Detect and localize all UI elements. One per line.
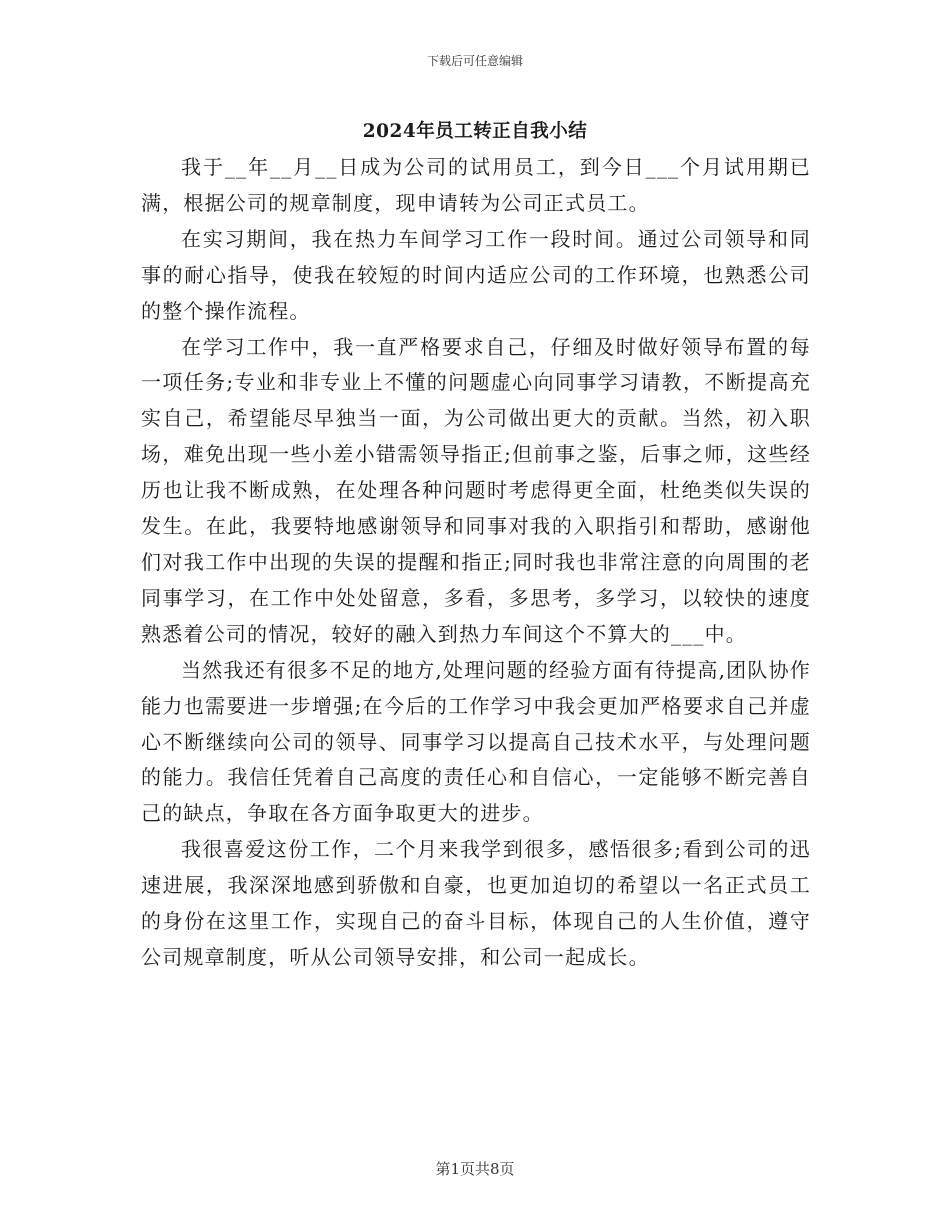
paragraph-5: 我很喜爱这份工作，二个月来我学到很多，感悟很多;看到公司的迅速进展，我深深地感到骄傲和自豪，也更加迫切的希望以一名正式员工的身份在这里工作，实现自己的奋斗目标，体现自己的人生价值，遵守公司规章制度，听从公司领导安排，和公司一起成长。 <box>141 837 811 969</box>
paragraph-4: 当然我还有很多不足的地方,处理问题的经验方面有待提高,团队协作能力也需要进一步增强;在今后的工作学习中我会更加严格要求自己并虚心不断继续向公司的领导、同事学习以提高自己技术水平，与处理问题的能力。我信任凭着自己高度的责任心和自信心，一定能够不断完善自己的缺点，争取在各方面争取更大的进步。 <box>141 657 811 826</box>
paragraph-2: 在实习期间，我在热力车间学习工作一段时间。通过公司领导和同事的耐心指导，使我在较短的时间内适应公司的工作环境，也熟悉公司的整个操作流程。 <box>141 226 811 323</box>
header-note: 下载后可任意编辑 <box>426 54 523 68</box>
page-number: 第1页共8页 <box>435 1160 515 1178</box>
paragraph-1: 我于__年__月__日成为公司的试用员工，到今日___个月试用期已满，根据公司的规章制度，现申请转为公司正式员工。 <box>141 155 811 215</box>
paragraph-3: 在学习工作中，我一直严格要求自己，仔细及时做好领导布置的每一项任务;专业和非专业上不懂的问题虚心向同事学习请教，不断提高充实自己，希望能尽早独当一面，为公司做出更大的贡献。当然，初入职场，难免出现一些小差小错需领导指正;但前事之鉴，后事之师，这些经历也让我不断成熟，在处理各种问题时考虑得更全面，杜绝类似失误的发生。在此，我要特地感谢领导和同事对我的入职指引和帮助，感谢他们对我工作中出现的失误的提醒和指正;同时我也非常注意的向周围的老同事学习，在工作中处处留意，多看，多思考，多学习，以较快的速度熟悉着公司的情况，较好的融入到热力车间这个不算大的___中。 <box>141 334 811 646</box>
document-body <box>141 150 811 976</box>
document-title: 2024年员工转正自我小结 <box>362 121 588 142</box>
